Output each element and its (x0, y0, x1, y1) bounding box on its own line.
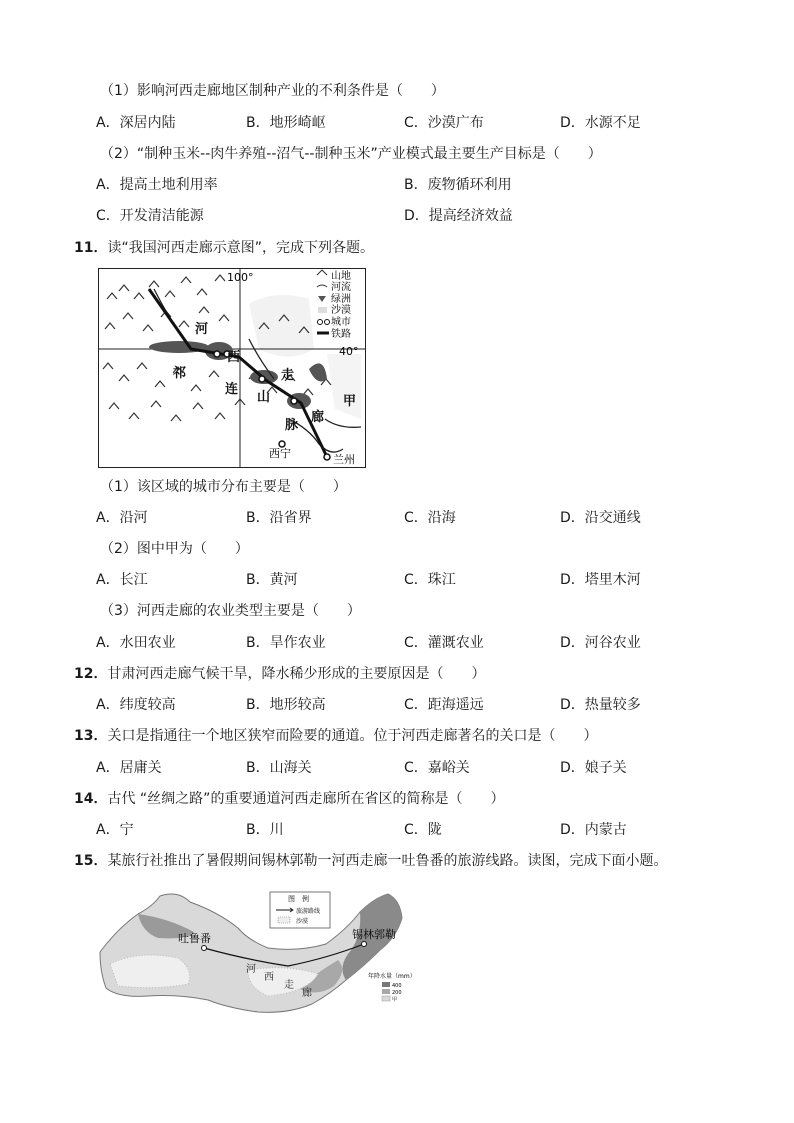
q10-sub2-stem: （2）“制种玉米--肉牛养殖--沼气--制种玉米”产业模式最主要生产目标是（ ） (100, 146, 602, 162)
q12-stem-line (74, 665, 485, 683)
map-char-qi: 祁 (173, 366, 187, 381)
q11-sub3-option-a[interactable]: A．水田农业 (96, 635, 176, 651)
desert-west (110, 955, 190, 988)
q12-option-b[interactable]: B．地形较高 (246, 697, 326, 713)
q13-option-d[interactable]: D．娘子关 (560, 760, 627, 776)
q11-sub1-option-a[interactable]: A．沿河 (96, 510, 148, 526)
map-char-mai: 脉 (285, 418, 299, 433)
q11-sub3-option-b[interactable]: B．旱作农业 (246, 635, 326, 651)
map-char-xi: 西 (227, 350, 241, 365)
q14-option-a[interactable]: A．宁 (96, 822, 134, 838)
legend-route: 旅游路线 (296, 908, 321, 915)
precip-level-200: 200 (392, 990, 402, 996)
q11-sub3-stem: （3）河西走廊的农业类型主要是（ ） (100, 603, 361, 619)
q11-sub2-option-a[interactable]: A．长江 (96, 572, 148, 588)
q11-sub1-stem: （1）该区域的城市分布主要是（ ） (100, 479, 347, 495)
legend-mountain: 山地 (331, 271, 351, 282)
place-xilingol: 锡林郭勒 (352, 928, 396, 941)
q10-sub1-stem: （1）影响河西走廊地区制种产业的不利条件是（ ） (100, 83, 445, 99)
precip-level-400: 400 (392, 983, 402, 989)
map-char-jia: 甲 (343, 394, 357, 409)
legend-river: 河流 (331, 282, 351, 293)
q13-option-b[interactable]: B．山海关 (246, 760, 312, 776)
city-xining: 西宁 (269, 447, 291, 460)
q14-stem: 古代 “丝绸之路”的重要通道河西走廊所在省区的简称是（ ） (107, 791, 505, 807)
corridor-char-he: 河 (246, 964, 256, 975)
legend-city: 城市 (331, 317, 351, 328)
precip-legend (368, 972, 416, 1003)
q14-number: 14． (74, 791, 108, 807)
map-legend (317, 269, 351, 340)
q13-stem-line (74, 727, 597, 745)
q11-sub3-option-d[interactable]: D．河谷农业 (560, 635, 641, 651)
legend-desert: 沙漠 (331, 305, 351, 316)
q10-sub1-option-a[interactable]: A．深居内陆 (96, 115, 176, 131)
q11-stem-line (74, 239, 374, 257)
precip-level-jia: 甲 (392, 997, 398, 1003)
legend-title: 图 例 (288, 895, 309, 903)
q10-sub2-option-a[interactable]: A．提高土地利用率 (96, 177, 218, 193)
tour-route-map-svg (98, 888, 416, 1016)
q10-sub2-option-b[interactable]: B．废物循环利用 (404, 177, 512, 193)
longitude-label: 100° (227, 271, 254, 284)
q12-stem: 甘肃河西走廊气候干旱，降水稀少形成的主要原因是（ ） (107, 666, 486, 682)
q10-sub2-option-c[interactable]: C．开发清洁能源 (96, 208, 204, 224)
q10-sub1-option-d[interactable]: D．水源不足 (560, 115, 641, 131)
q11-number: 11． (74, 240, 108, 256)
precip-title: 年降水量（mm） (368, 973, 416, 980)
corridor-char-xi: 西 (264, 972, 274, 983)
q14-option-d[interactable]: D．内蒙古 (560, 822, 627, 838)
city-lanzhou: 兰州 (333, 453, 355, 466)
q11-sub1-option-c[interactable]: C．沿海 (404, 510, 456, 526)
q13-option-c[interactable]: C．嘉峪关 (404, 760, 470, 776)
q14-option-c[interactable]: C．陇 (404, 822, 442, 838)
corridor-char-zou: 走 (284, 980, 294, 991)
q15-stem: 某旅行社推出了暑假期间锡林郭勒一河西走廊一吐鲁番的旅游线路。读图，完成下面小题。 (107, 853, 668, 869)
legend-oasis: 绿洲 (331, 294, 351, 305)
q14-stem-line (74, 790, 504, 808)
map-char-shan: 山 (257, 390, 271, 405)
legend-desert-item: 沙漠 (296, 918, 309, 925)
q12-option-a[interactable]: A．纬度较高 (96, 697, 176, 713)
q15-stem-line (74, 852, 667, 870)
tour-map-legend (270, 892, 330, 928)
q10-sub1-option-b[interactable]: B．地形崎岖 (246, 115, 326, 131)
corridor-char-lang: 廊 (302, 988, 312, 999)
q13-option-a[interactable]: A．居庸关 (96, 760, 162, 776)
q10-sub1-option-c[interactable]: C．沙漠广布 (404, 115, 484, 131)
q11-sub2-option-c[interactable]: C．珠江 (404, 572, 456, 588)
turpan-point (202, 946, 207, 951)
map-char-lian: 连 (225, 382, 239, 397)
q12-option-c[interactable]: C．距海遥远 (404, 697, 484, 713)
q13-number: 13． (74, 728, 108, 744)
q11-sub3-option-c[interactable]: C．灌溉农业 (404, 635, 484, 651)
q15-number: 15． (74, 853, 108, 869)
q13-stem: 关口是指通往一个地区狭窄而险要的通道。位于河西走廊著名的关口是（ ） (107, 728, 598, 744)
legend-railway: 铁路 (331, 329, 351, 340)
q11-sub2-option-d[interactable]: D．塔里木河 (560, 572, 641, 588)
q11-sub1-option-b[interactable]: B．沿省界 (246, 510, 312, 526)
map-char-he: 河 (195, 322, 209, 337)
q10-sub2-option-d[interactable]: D．提高经济效益 (404, 208, 513, 224)
hexi-corridor-map (98, 268, 366, 468)
hexi-corridor-map-svg (99, 269, 365, 467)
map-char-lang: 廊 (311, 410, 325, 425)
tour-route-map (98, 888, 416, 1016)
q11-sub2-stem: （2）图中甲为（ ） (100, 541, 249, 557)
q12-number: 12． (74, 666, 108, 682)
q11-sub2-option-b[interactable]: B．黄河 (246, 572, 298, 588)
latitude-label: 40° (339, 345, 359, 358)
q11-stem: 读“我国河西走廊示意图”，完成下列各题。 (107, 240, 374, 256)
q11-sub1-option-d[interactable]: D．沿交通线 (560, 510, 641, 526)
q14-option-b[interactable]: B．川 (246, 822, 284, 838)
map-char-zou: 走 (281, 368, 295, 383)
xilingol-point (362, 942, 367, 947)
place-turpan: 吐鲁番 (178, 932, 211, 945)
q12-option-d[interactable]: D．热量较多 (560, 697, 641, 713)
